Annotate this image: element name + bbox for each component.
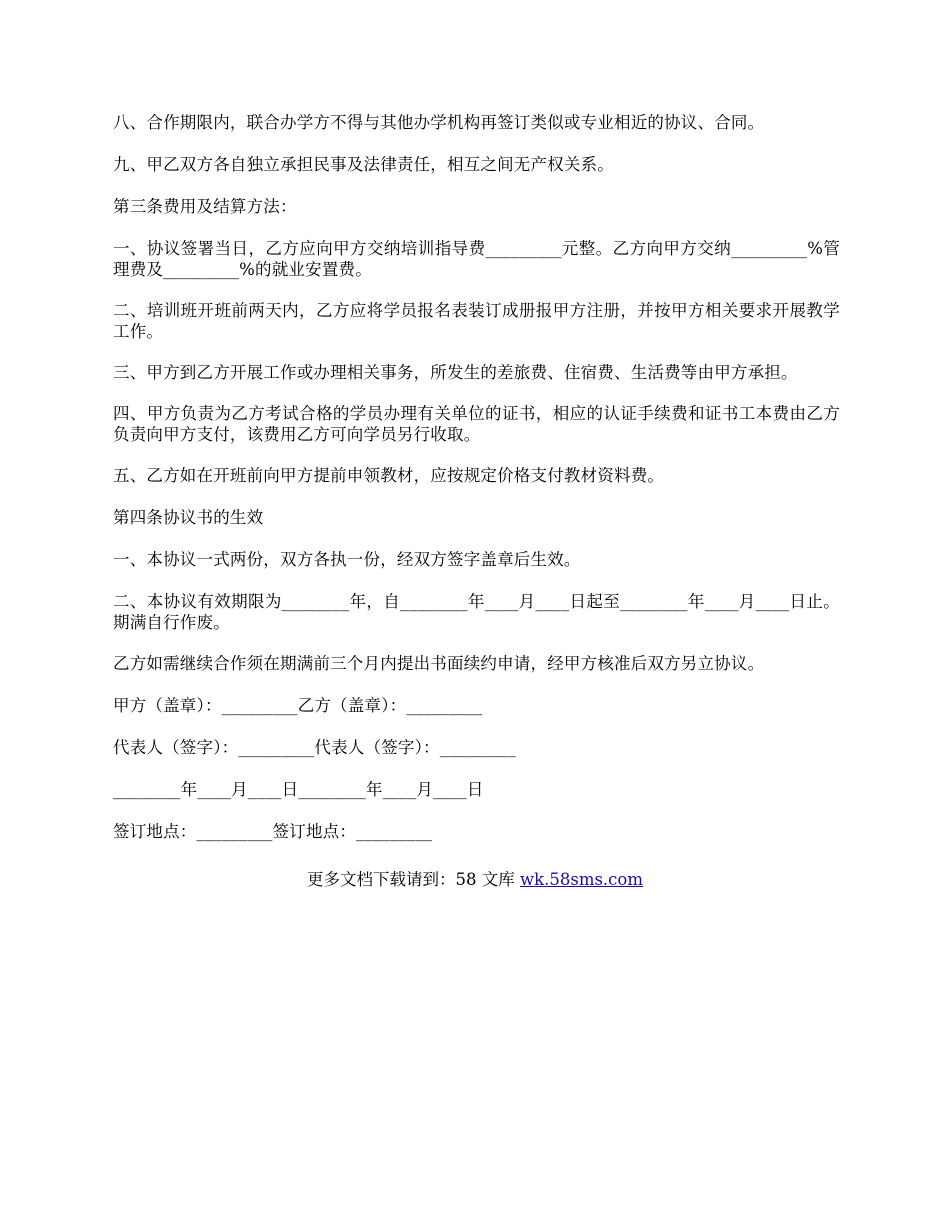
representative-line: 代表人（签字）：_________代表人（签字）：_________ <box>113 738 516 757</box>
date-line: ________年____月____日________年____月____日 <box>113 780 484 799</box>
effect-clause-2: 二、本协议有效期限为________年，自________年____月____日起至________年____月____日止。期满自行作废。 <box>113 592 840 632</box>
fee-clause-4: 四、甲方负责为乙方考试合格的学员办理有关单位的证书，相应的认证手续费和证书工本费由乙方负责向甲方支付，该费用乙方可向学员另行收取。 <box>113 404 840 444</box>
fee-clause-1: 一、协议签署当日，乙方应向甲方交纳培训指导费_________元整。乙方向甲方交纳_________%管理费及_________%的就业安置费。 <box>113 239 840 279</box>
article-4-heading: 第四条协议书的生效 <box>113 508 264 527</box>
clause-8: 八、合作期限内，联合办学方不得与其他办学机构再签订类似或专业相近的协议、合同。 <box>113 113 765 132</box>
article-3-heading: 第三条费用及结算方法： <box>113 197 297 216</box>
clause-9: 九、甲乙双方各自独立承担民事及法律责任，相互之间无产权关系。 <box>113 155 614 174</box>
signing-place-line: 签订地点：_________签订地点：_________ <box>113 822 433 841</box>
document-body <box>113 112 840 863</box>
footer <box>0 869 950 890</box>
effect-clause-1: 一、本协议一式两份，双方各执一份，经双方签字盖章后生效。 <box>113 550 581 569</box>
renewal-clause: 乙方如需继续合作须在期满前三个月内提出书面续约申请，经甲方核准后双方另立协议。 <box>113 654 765 673</box>
fee-clause-5: 五、乙方如在开班前向甲方提前申领教材，应按规定价格支付教材资料费。 <box>113 466 665 485</box>
footer-text: 更多文档下载请到：58 文库 <box>306 870 520 889</box>
footer-link[interactable]: wk.58sms.com <box>519 870 643 889</box>
seal-line: 甲方（盖章）：_________乙方（盖章）：_________ <box>113 696 483 715</box>
fee-clause-2: 二、培训班开班前两天内，乙方应将学员报名表装订成册报甲方注册，并按甲方相关要求开展教学工作。 <box>113 301 840 341</box>
fee-clause-3: 三、甲方到乙方开展工作或办理相关事务，所发生的差旅费、住宿费、生活费等由甲方承担。 <box>113 363 798 382</box>
